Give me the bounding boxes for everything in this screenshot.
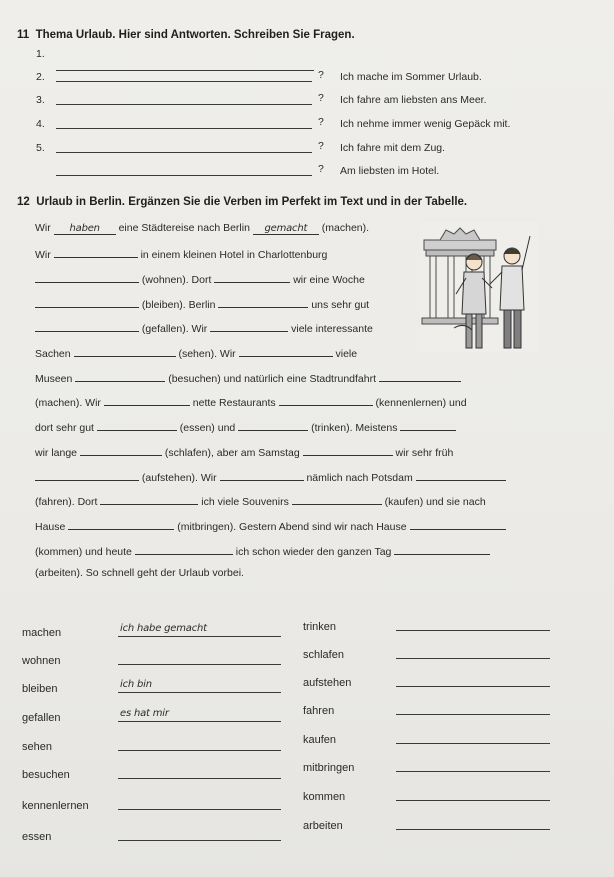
text-line-10: wir lange (schlafen), aber am Samstag wir sehr früh [35,444,453,459]
table-answer-line[interactable] [118,809,281,810]
text-line-6: Sachen (sehen). Wir viele [35,345,357,360]
answer-blank[interactable] [75,370,165,382]
question-line[interactable] [56,70,314,71]
table-answer-line[interactable] [118,840,281,841]
table-verb-label: gefallen [22,712,61,724]
answer-blank[interactable] [54,246,138,258]
ex12-title: Urlaub in Berlin. Ergänzen Sie die Verben im Perfekt im Text und in der Tabelle. [36,196,468,208]
answer-blank[interactable] [238,419,308,431]
answer-blank[interactable] [292,493,382,505]
text-line-12: (fahren). Dort ich viele Souvenirs (kaufen) und sie nach [35,493,486,508]
table-verb-label: trinken [303,621,337,633]
text-line-14: (kommen) und heute ich schon wieder den ganzen Tag [35,543,490,558]
text-line-1: Wir haben eine Städtereise nach Berlin gemacht (machen). [35,222,370,234]
ex11-number: 11 [17,29,30,41]
answer-blank[interactable] [104,394,190,406]
table-verb-label: kommen [303,791,346,803]
table-verb-label: arbeiten [303,820,343,832]
answer-blank[interactable] [279,394,373,406]
question-mark: ? [318,69,324,81]
answer-text: Ich fahre mit dem Zug. [340,142,446,154]
answer-blank-haben[interactable]: haben [54,223,116,235]
answer-blank[interactable] [400,419,456,431]
ex11-title: Thema Urlaub. Hier sind Antworten. Schreiben Sie Fragen. [35,29,355,41]
table-verb-label: besuchen [22,769,70,781]
couple-illustration [420,222,538,352]
table-answer-line[interactable] [118,664,281,665]
table-answer-line[interactable] [118,636,281,637]
table-answer-line[interactable] [396,630,550,631]
answer-blank-gemacht[interactable]: gemacht [253,223,319,235]
answer-blank[interactable] [97,419,177,431]
text-line-7: Museen (besuchen) und natürlich eine Stadtrundfahrt [35,370,461,385]
answer-text: Ich mache im Sommer Urlaub. [340,71,482,83]
answer-text: Ich fahre am liebsten ans Meer. [340,94,487,106]
table-verb-label: machen [22,627,62,639]
text-line-11: (aufstehen). Wir nämlich nach Potsdam [35,469,506,484]
table-answer-line[interactable] [396,686,550,687]
text-line-9: dort sehr gut (essen) und (trinken). Meistens [35,419,456,434]
table-verb-label: sehen [22,741,52,753]
table-verb-label: aufstehen [303,677,352,689]
answer-blank[interactable] [214,271,290,283]
table-answer-line[interactable] [118,692,281,693]
answer-blank[interactable] [100,493,198,505]
text-line-15: (arbeiten). So schnell geht der Urlaub vorbei. [35,567,244,579]
ex11-heading [17,29,355,41]
answer-text: Ich nehme immer wenig Gepäck mit. [340,118,511,130]
question-line[interactable] [56,128,312,129]
table-answer-line[interactable] [118,750,281,751]
text-line-13: Hause (mitbringen). Gestern Abend sind wir nach Hause [35,518,506,533]
question-mark: ? [318,163,324,175]
question-line[interactable] [56,81,312,82]
answer-blank[interactable] [68,518,174,530]
answer-blank[interactable] [220,469,304,481]
answer-blank[interactable] [416,469,506,481]
table-answer-line[interactable] [396,714,550,715]
ex12-number: 12 [17,196,30,208]
answer-blank[interactable] [303,444,393,456]
question-number: 2. [36,71,45,83]
table-answer-line[interactable] [118,721,281,722]
answer-blank[interactable] [410,518,506,530]
question-number: 5. [36,142,45,154]
table-answer-line[interactable] [396,771,550,772]
question-line[interactable] [56,152,312,153]
table-verb-label: bleiben [22,683,58,695]
table-verb-label: mitbringen [303,762,355,774]
text-line-2: Wir in einem kleinen Hotel in Charlottenburg [35,246,327,261]
answer-text: Am liebsten im Hotel. [340,165,440,177]
table-answer-line[interactable] [118,778,281,779]
answer-blank[interactable] [210,320,288,332]
question-mark: ? [318,140,324,152]
table-verb-label: wohnen [22,655,61,667]
table-answer-line[interactable] [396,829,550,830]
ex12-heading [17,196,467,208]
table-answer-text: es hat mir [120,708,169,719]
question-mark: ? [318,116,324,128]
table-verb-label: kaufen [303,734,337,746]
answer-blank[interactable] [35,320,139,332]
answer-blank[interactable] [35,469,139,481]
table-verb-label: fahren [303,705,335,717]
text-line-4: (bleiben). Berlin uns sehr gut [35,296,369,311]
question-line[interactable] [56,175,312,176]
table-answer-text: ich bin [120,679,152,690]
question-line[interactable] [56,104,312,105]
table-verb-label: schlafen [303,649,344,661]
answer-blank[interactable] [35,271,139,283]
answer-blank[interactable] [394,543,490,555]
answer-blank[interactable] [239,345,333,357]
text-line-3: (wohnen). Dort wir eine Woche [35,271,365,286]
answer-blank[interactable] [35,296,139,308]
table-answer-line[interactable] [396,743,550,744]
answer-blank[interactable] [74,345,176,357]
answer-blank[interactable] [218,296,308,308]
text-line-5: (gefallen). Wir viele interessante [35,320,373,335]
answer-blank[interactable] [80,444,162,456]
question-number: 3. [36,94,45,106]
answer-blank[interactable] [135,543,233,555]
table-answer-text: ich habe gemacht [120,623,207,634]
answer-blank[interactable] [379,370,461,382]
table-verb-label: kennenlernen [22,800,89,812]
question-number: 1. [36,48,45,60]
table-answer-line[interactable] [396,658,550,659]
text-line-8: (machen). Wir nette Restaurants (kennenlernen) und [35,394,467,409]
question-mark: ? [318,92,324,104]
question-number: 4. [36,118,45,130]
table-answer-line[interactable] [396,800,550,801]
table-verb-label: essen [22,831,52,843]
